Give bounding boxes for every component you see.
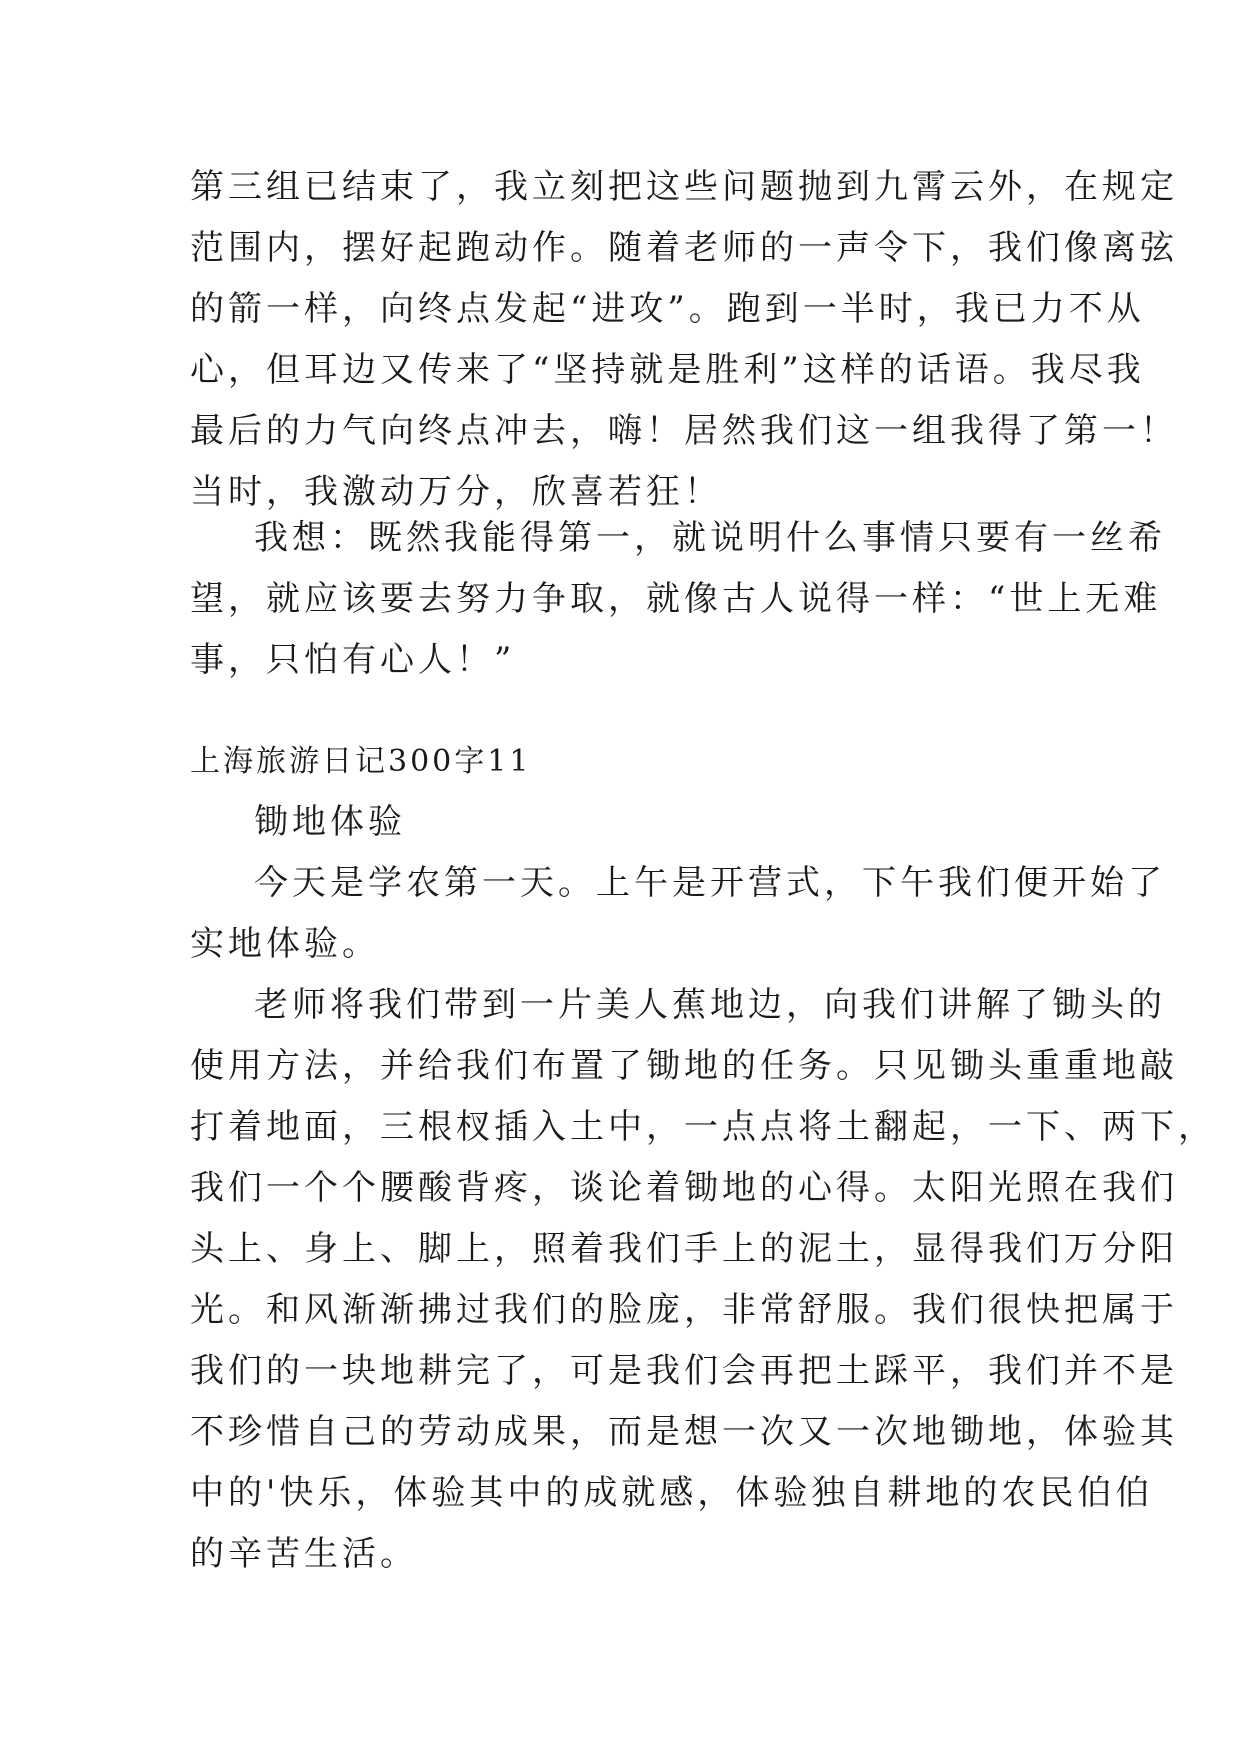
subtitle-text: 锄地体验 bbox=[254, 802, 406, 842]
text-line: 实地体验。 bbox=[190, 924, 380, 964]
text-line: 的箭一样，向终点发起“进攻”。跑到一半时，我已力不从 bbox=[190, 289, 1145, 329]
text-line: 不珍惜自己的劳动成果，而是想一次又一次地锄地，体验其 bbox=[190, 1412, 1178, 1452]
text-line: 今天是学农第一天。上午是开营式，下午我们便开始了 bbox=[254, 863, 1166, 903]
text-line: 老师将我们带到一片美人蕉地边，向我们讲解了锄头的 bbox=[254, 985, 1166, 1025]
text-line: 最后的力气向终点冲去，嗨！居然我们这一组我得了第一！ bbox=[190, 411, 1178, 451]
text-line: 第三组已结束了，我立刻把这些问题抛到九霄云外，在规定 bbox=[190, 167, 1178, 207]
text-line: 使用方法，并给我们布置了锄地的任务。只见锄头重重地敲 bbox=[190, 1046, 1178, 1086]
text-line: 头上、身上、脚上，照着我们手上的泥土，显得我们万分阳 bbox=[190, 1229, 1178, 1269]
text-line: 打着地面，三根杈插入土中，一点点将土翻起，一下、两下， bbox=[190, 1107, 1216, 1147]
text-line: 我们的一块地耕完了，可是我们会再把土踩平，我们并不是 bbox=[190, 1351, 1178, 1391]
text-line: 的辛苦生活。 bbox=[190, 1534, 418, 1574]
text-line: 心，但耳边又传来了“坚持就是胜利”这样的话语。我尽我 bbox=[190, 350, 1145, 390]
text-line: 望，就应该要去努力争取，就像古人说得一样：“世上无难 bbox=[190, 579, 1162, 619]
text-line: 光。和风渐渐拂过我们的脸庞，非常舒服。我们很快把属于 bbox=[190, 1290, 1178, 1330]
text-line: 事，只怕有心人！” bbox=[190, 640, 516, 680]
text-line: 范围内，摆好起跑动作。随着老师的一声令下，我们像离弦 bbox=[190, 228, 1178, 268]
section-heading: 上海旅游日记300字11 bbox=[190, 744, 532, 779]
text-line: 中的'快乐，体验其中的成就感，体验独自耕地的农民伯伯 bbox=[190, 1473, 1154, 1513]
text-line: 我们一个个腰酸背疼，谈论着锄地的心得。太阳光照在我们 bbox=[190, 1168, 1178, 1208]
text-line: 我想：既然我能得第一，就说明什么事情只要有一丝希 bbox=[254, 518, 1166, 558]
text-line: 当时，我激动万分，欣喜若狂！ bbox=[190, 472, 722, 512]
